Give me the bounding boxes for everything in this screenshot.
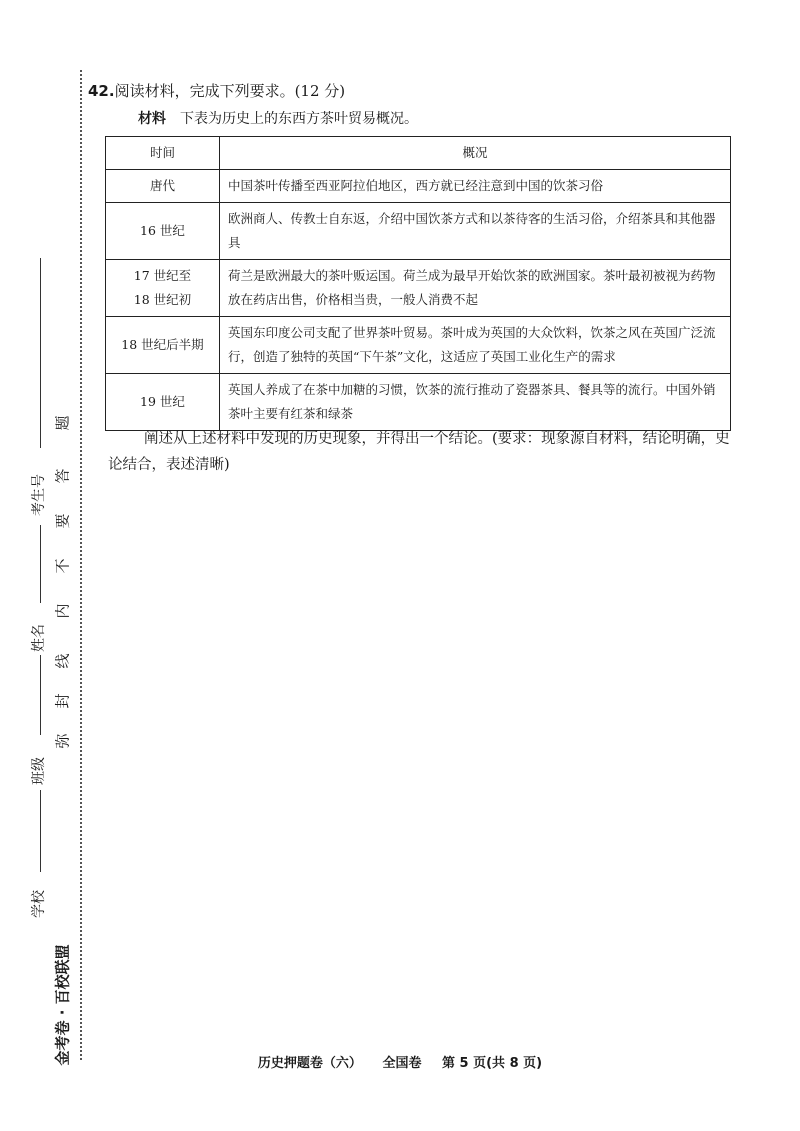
row-desc: 英国人养成了在茶中加糖的习惯，饮茶的流行推动了瓷器茶具、餐具等的流行。中国外销茶叶主要有红茶和绿茶 [220,374,731,431]
row-desc: 中国茶叶传播至西亚阿拉伯地区，西方就已经注意到中国的饮茶习俗 [220,170,731,203]
row-desc: 英国东印度公司支配了世界茶叶贸易。茶叶成为英国的大众饮料，饮茶之风在英国广泛流行，创造了独特的英国“下午茶”文化，这适应了英国工业化生产的需求 [220,317,731,374]
row-time: 唐代 [106,170,220,203]
table-row [106,203,731,260]
row-time: 18 世纪后半期 [106,317,220,374]
seal-char-ti: 题 [53,415,72,431]
tea-trade-table [105,136,731,431]
row-time: 16 世纪 [106,203,220,260]
material-intro: 下表为历史上的东西方茶叶贸易概况。 [180,111,418,127]
seal-char-bu: 不 [53,558,72,574]
exam-no-label: 考生号 [31,474,47,516]
school-label: 学校 [31,890,47,918]
footer-title: 历史押题卷（六） [257,1056,362,1071]
row-desc: 荷兰是欧洲最大的茶叶贩运国。荷兰成为最早开始饮茶的欧洲国家。茶叶最初被视为药物放在药店出售，价格相当贵，一般人消费不起 [220,260,731,317]
header-time: 时间 [106,137,220,170]
page-footer [0,1052,800,1071]
table-row [106,260,731,317]
footer-page: 第 5 页(共 8 页) [442,1056,543,1071]
exam-no-blank [40,258,41,448]
seal-dotted-line [80,70,82,1060]
brand-label: 金考卷 · 百校联盟 [53,944,72,1066]
question-number: 42. [88,82,115,100]
seal-char-xian: 线 [53,653,72,669]
seal-char-feng: 封 [53,693,72,709]
question-instruction: 阅读材料，完成下列要求。(12 分) [114,82,346,100]
seal-char-yao: 要 [53,513,72,529]
class-blank [40,655,41,735]
question-header [88,80,345,101]
table-row [106,374,731,431]
school-blank [40,790,41,872]
question-prompt: 阐述从上述材料中发现的历史现象，并得出一个结论。(要求：现象源自材料，结论明确，史论结合，表述清晰) [108,431,730,473]
name-label: 姓名 [31,624,47,652]
material-label: 材料 [138,111,166,127]
seal-char-nei: 内 [53,603,72,619]
name-blank [40,525,41,603]
footer-scope: 全国卷 [382,1056,422,1071]
seal-char-mi: 弥 [53,733,72,749]
header-overview: 概况 [220,137,731,170]
class-label: 班级 [31,757,47,785]
table-header-row [106,137,731,170]
table-row [106,317,731,374]
table-row [106,170,731,203]
row-time: 17 世纪至 18 世纪初 [106,260,220,317]
row-desc: 欧洲商人、传教士自东返，介绍中国饮茶方式和以茶待客的生活习俗，介绍茶具和其他器具 [220,203,731,260]
seal-char-da: 答 [53,468,72,484]
row-time: 19 世纪 [106,374,220,431]
material-intro-line [138,108,418,128]
